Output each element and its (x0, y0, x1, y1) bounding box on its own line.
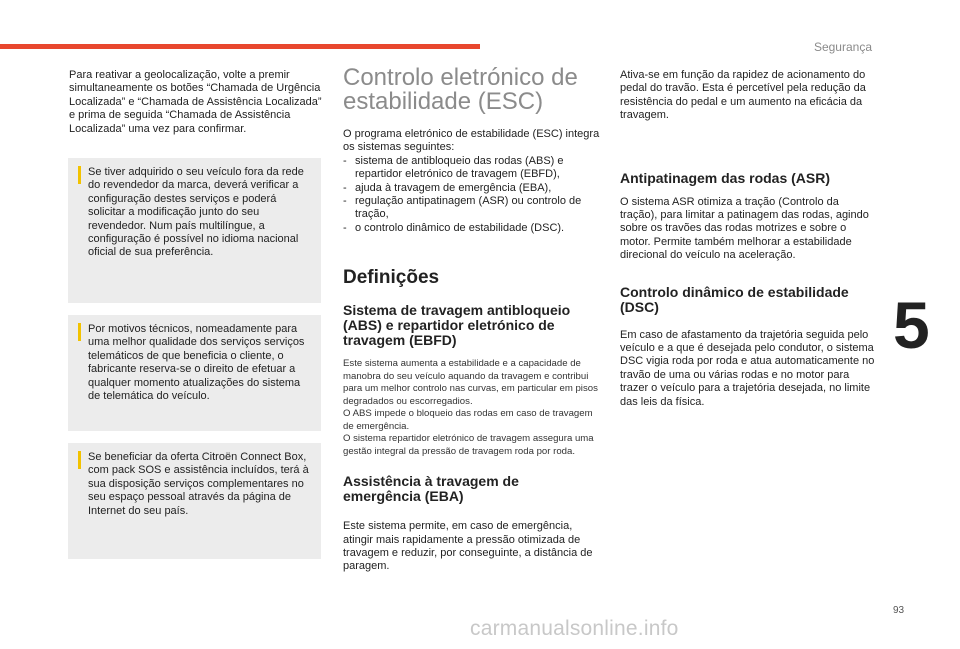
note-box-connect-box (68, 443, 321, 559)
list-item: - regulação antipatinagem (ASR) ou controlo de tração, (343, 195, 600, 222)
page-number: 93 (893, 605, 905, 616)
column-right (620, 69, 878, 409)
section-label: Segurança (813, 40, 872, 54)
column-middle (343, 66, 600, 574)
asr-text: O sistema ASR otimiza a tração (Controlo da tração), para limitar a patinagem das rodas, agindo sobre os travões das rodas motrizes e sobre o motor. Permite também melhorar a estabilidade direcional do veículo na aceleração. (620, 195, 869, 262)
eba-continuation: Ativa-se em função da rapidez de acionamento do pedal do travão. Esta é percetível pela redução da resistência do pedal e um aumento na eficácia da travagem. (620, 69, 866, 122)
header-accent-bar (0, 44, 480, 49)
note-box-telematica (68, 315, 321, 431)
column-left (69, 69, 325, 559)
note-box-revendedor (68, 158, 321, 303)
eba-heading: Assistência à travagem de emergência (EBA) (343, 473, 519, 505)
watermark: carmanualsonline.info (470, 617, 679, 640)
note-text: Se tiver adquirido o seu veículo fora da rede do revendedor da marca, deverá verificar a configuração destes serviços e poderá solicitar a modificação junto do seu revendedor. Num país multilíngue, a configuração é possível no idioma nacional oficial de sua preferência. (88, 166, 304, 259)
abs-text (343, 358, 600, 458)
esc-title: Controlo eletrónico de estabilidade (ESC) (343, 64, 578, 115)
geolocation-paragraph: Para reativar a geolocalização, volte a premir simultaneamente os botões “Chamada de Urgência Localizada” e “Chamada de Assistência Localizada” e prima de seguida “Chamada de Assistência Localizada” uma vez para confirmar. (69, 69, 322, 135)
chapter-number: 5 (893, 288, 930, 362)
list-item: - ajuda à travagem de emergência (EBA), (343, 182, 600, 195)
dsc-text: Em caso de afastamento da trajetória seguida pelo veículo e a que é desejada pelo condutor, o sistema DSC vigia roda por roda e atua automaticamente no travão de uma ou várias rodas e no motor para trazer o veículo para a trajetória desejada, no limite das leis da física. (620, 328, 875, 408)
list-item: - o controlo dinâmico de estabilidade (DSC). (343, 222, 600, 235)
dsc-heading: Controlo dinâmico de estabilidade (DSC) (620, 283, 849, 315)
note-text: Por motivos técnicos, nomeadamente para uma melhor qualidade dos serviços serviços telemáticos de que beneficia o cliente, o fabricante reserva-se o direito de efetuar a qualquer momento atualizações do sistema de telemática do veículo. (88, 323, 305, 403)
abs-heading: Sistema de travagem antibloqueio (ABS) e repartidor eletrónico de travagem (EBFD) (343, 302, 571, 349)
abs-text-line: O ABS impede o bloqueio das rodas em caso de travagem de emergência. (343, 408, 593, 432)
abs-text-line: O sistema repartidor eletrónico de travagem assegura uma gestão integral da pressão de travagem roda por roda. (343, 433, 594, 457)
note-marker-icon (78, 166, 81, 184)
note-text: Se beneficiar da oferta Citroën Connect Box, com pack SOS e assistência incluídos, terá à sua disposição serviços complementares no seu espaço pessoal através da página de Internet do seu país. (88, 451, 309, 517)
esc-intro: O programa eletrónico de estabilidade (ESC) integra os sistemas seguintes: (343, 128, 600, 154)
definitions-heading: Definições (343, 267, 440, 289)
note-marker-icon (78, 451, 81, 469)
abs-text-line: Este sistema aumenta a estabilidade e a capacidade de manobra do seu veículo aquando da travagem e contribui para um melhor controlo nas curvas, em particular em pisos degradados ou escorregadios. (343, 358, 598, 407)
note-marker-icon (78, 323, 81, 341)
esc-system-list (343, 155, 600, 235)
list-item: - sistema de antibloqueio das rodas (ABS) e repartidor eletrónico de travagem (EBFD), (343, 155, 600, 182)
asr-heading: Antipatinagem das rodas (ASR) (620, 169, 831, 186)
eba-text: Este sistema permite, em caso de emergência, atingir mais rapidamente a pressão otimizada de travagem e reduzir, por conseguinte, a distância de paragem. (343, 520, 593, 573)
